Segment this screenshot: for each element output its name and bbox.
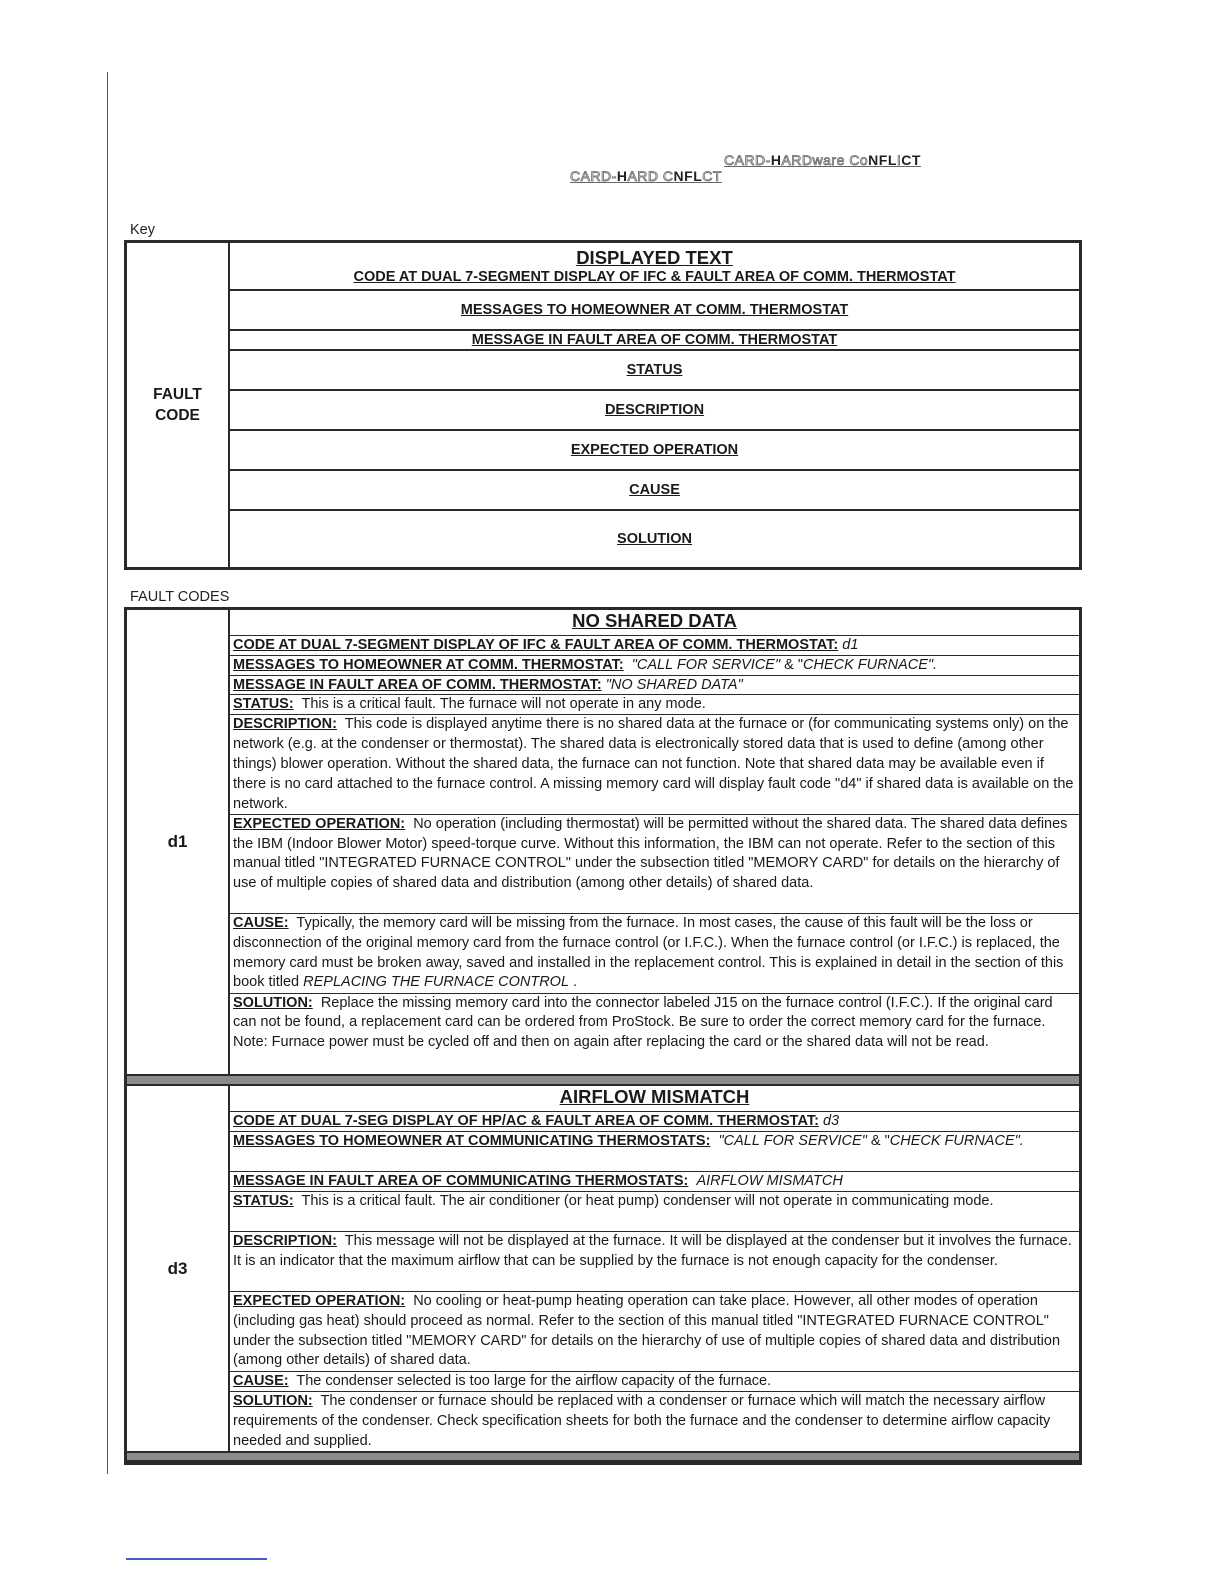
fault-title: NO SHARED DATA	[230, 610, 1079, 636]
key-expected-row	[230, 431, 1079, 471]
key-messages-row	[230, 291, 1079, 331]
fault-messages-row: MESSAGES TO HOMEOWNER AT COMM. THERMOSTAT: "CALL FOR SERVICE" & "CHECK FURNACE".	[230, 656, 1079, 676]
fault-codes-label: FAULT CODES	[130, 589, 230, 605]
key-body	[230, 243, 1079, 567]
fault-d1-body	[230, 610, 1079, 1074]
key-table	[124, 240, 1082, 570]
fault-cause-row: CAUSE: The condenser selected is too large for the airflow capacity of the furnace.	[230, 1372, 1079, 1392]
key-fault-code-cell	[127, 243, 230, 567]
key-cause-row	[230, 471, 1079, 511]
key-status: STATUS	[626, 362, 683, 378]
key-message-in-fault-area: MESSAGE IN FAULT AREA OF COMM. THERMOSTAT	[471, 332, 838, 348]
fault-description-row: DESCRIPTION: This code is displayed anytime there is no shared data at the furnace or (for communicating systems only) on the network (e.g. at the condenser or thermostat). The shared data is electronically stored data that is used to define (among other things) blower operation. Without the shared data, the furnace can not function. Note that shared data may be available even if there is no card attached to the furnace control. A missing memory card will display fault code "d4" if shared data is available on the network.	[230, 715, 1079, 814]
key-solution-row	[230, 511, 1079, 567]
key-cause: CAUSE	[629, 482, 680, 498]
fault-d3-table	[124, 1086, 1082, 1451]
fault-cause-row: CAUSE: Typically, the memory card will be missing from the furnace. In most cases, the cause of this fault will be the loss or disconnection of the original memory card from the furnace control (or I.F.C.). When the furnace control (or I.F.C.) is replaced, the memory card must be broken away, saved and installed in the replacement control. This is explained in detail in the section of this book titled REPLACING THE FURNACE CONTROL .	[230, 914, 1079, 993]
fault-area-row: MESSAGE IN FAULT AREA OF COMMUNICATING THERMOSTATS: AIRFLOW MISMATCH	[230, 1172, 1079, 1192]
fault-code-cell: d3	[127, 1086, 230, 1451]
footnote-rule	[126, 1558, 267, 1560]
key-label: Key	[130, 222, 155, 238]
separator-bar	[127, 1074, 1079, 1086]
fault-status-row: STATUS: This is a critical fault. The furnace will not operate in any mode.	[230, 695, 1079, 715]
fault-expected-row: EXPECTED OPERATION: No operation (including thermostat) will be permitted without the shared data. The shared data defines the IBM (Indoor Blower Motor) speed-torque curve. Without this information, the IBM can not operate. Refer to the section of this manual titled "INTEGRATED FURNACE CONTROL" under the subsection titled "MEMORY CARD" for details on the hierarchy of use of multiple copies of shared data and distribution (among other details) of shared data.	[230, 815, 1079, 914]
fault-messages-row: MESSAGES TO HOMEOWNER AT COMMUNICATING THERMOSTATS: "CALL FOR SERVICE" & "CHECK FURNACE".	[230, 1132, 1079, 1172]
fault-d1-table	[124, 607, 1082, 1074]
key-fault-code-line2: CODE	[155, 407, 200, 424]
key-fault-code-line1: FAULT	[153, 386, 202, 403]
key-displayed-text-row	[230, 243, 1079, 291]
fault-title: AIRFLOW MISMATCH	[230, 1086, 1079, 1112]
fault-status-row: STATUS: This is a critical fault. The air conditioner (or heat pump) condenser will not operate in communicating mode.	[230, 1192, 1079, 1232]
key-status-row	[230, 351, 1079, 391]
section-separator	[124, 1074, 1082, 1086]
fault-code-row: CODE AT DUAL 7-SEGMENT DISPLAY OF IFC & FAULT AREA OF COMM. THERMOSTAT: d1	[230, 636, 1079, 656]
key-fault-area-row	[230, 331, 1079, 351]
key-solution: SOLUTION	[617, 531, 692, 547]
key-code-at-display: CODE AT DUAL 7-SEGMENT DISPLAY OF IFC & FAULT AREA OF COMM. THERMOSTAT	[353, 269, 956, 285]
key-displayed-text: DISPLAYED TEXT	[576, 247, 733, 268]
separator-bar	[127, 1451, 1079, 1462]
key-expected-operation: EXPECTED OPERATION	[570, 442, 739, 458]
key-description-row	[230, 391, 1079, 431]
header-line-1: CARD-HARDware CoNFLICT	[724, 152, 921, 168]
fault-area-row: MESSAGE IN FAULT AREA OF COMM. THERMOSTAT: "NO SHARED DATA"	[230, 676, 1079, 696]
fault-code-cell: d1	[127, 610, 230, 1074]
header-line-2: CARD-HARD CNFLCT	[570, 168, 722, 184]
fault-expected-row: EXPECTED OPERATION: No cooling or heat-pump heating operation can take place. However, all other modes of operation (including gas heat) should proceed as normal. Refer to the section of this manual titled "INTEGRATED FURNACE CONTROL" under the subsection titled "MEMORY CARD" for details on the hierarchy of use of multiple copies of shared data and distribution (among other details) of shared data.	[230, 1292, 1079, 1372]
fault-description-row: DESCRIPTION: This message will not be displayed at the furnace. It will be displayed at the condenser but it involves the furnace. It is an indicator that the maximum airflow that can be supplied by the furnace is not enough capacity for the condenser.	[230, 1232, 1079, 1292]
key-messages-to-homeowner: MESSAGES TO HOMEOWNER AT COMM. THERMOSTAT	[460, 302, 849, 318]
fault-solution-row: SOLUTION: The condenser or furnace should be replaced with a condenser or furnace which will match the necessary airflow requirements of the condenser. Check specification sheets for both the furnace and the condenser to determine airflow capacity needed and supplied.	[233, 1393, 1051, 1449]
fault-d3-body	[230, 1086, 1079, 1451]
section-separator-bottom	[124, 1451, 1082, 1465]
fault-solution-row: SOLUTION: Replace the missing memory card into the connector labeled J15 on the furnace control (I.F.C.). If the original card can not be found, a replacement card can be ordered from ProStock. Be sure to order the correct memory card for the furnace. Note: Furnace power must be cycled off and then on again after replacing the card or the shared data will not be read.	[233, 994, 1053, 1051]
page-margin-line	[107, 72, 108, 1474]
key-description: DESCRIPTION	[604, 402, 705, 418]
fault-code-row: CODE AT DUAL 7-SEG DISPLAY OF HP/AC & FAULT AREA OF COMM. THERMOSTAT: d3	[230, 1112, 1079, 1132]
